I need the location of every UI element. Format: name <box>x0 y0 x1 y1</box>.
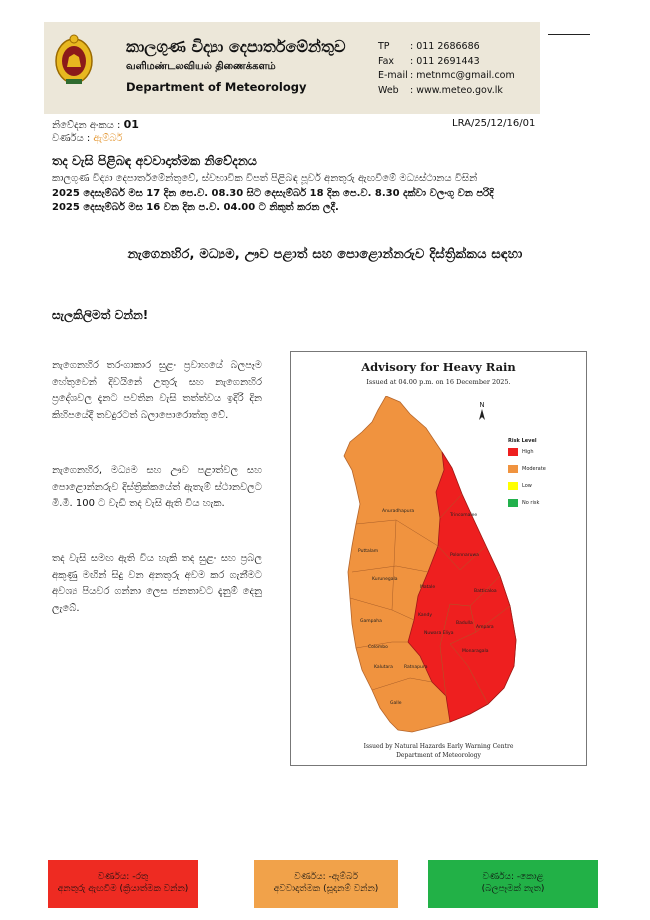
contact-tp: TP : 011 2686686 <box>378 41 480 52</box>
paragraph-1: නැගෙනහිර තරංගාකාර සුළං ප්‍රවාහයේ බලපෑම හේතුවෙන් දිවයිනේ උතුරු සහ නැගෙනහිර ප්‍රදේශවල දැනට පවතින වැසි තත්ත්වය ඉදිරි දින කිහිපයේදී තවදුරටත් බලාපොරොත්තු වේ. <box>52 360 262 421</box>
risk-legend <box>508 438 546 515</box>
header-divider <box>548 34 590 35</box>
district-label-kalutara: Kalutara <box>374 665 393 670</box>
district-label-galle: Galle <box>390 701 402 706</box>
district-label-matale: Matale <box>420 585 436 590</box>
legend-item-high: High <box>508 447 546 457</box>
level-box-green: වර්ණය: -කොළ (බලපෑමක් නැත) <box>428 860 598 908</box>
district-label-monaragala: Monaragala <box>462 649 489 654</box>
map-subtitle: Issued at 04.00 p.m. on 16 December 2025. <box>366 378 511 386</box>
caution-heading: සැලකිලිමත් වන්න! <box>52 308 149 322</box>
national-emblem-icon <box>54 33 94 87</box>
notice-number: නිවේදන අංකය : 01 <box>52 118 139 131</box>
contact-web: Web : www.meteo.gov.lk <box>378 84 503 96</box>
district-label-puttalam: Puttalam <box>358 549 379 554</box>
district-label-kurunegala: Kurunegala <box>372 577 398 582</box>
issued-statement: කාලගුණ විද්‍යා දෙපාර්තමේන්තුවේ, ස්වභාවික විපත් පිළිබඳ පූර්ව අනතුරු ඇඟවීමේ මධ්‍යස්ථානය විසින් 2025 දෙසැම්බර් මස 17 දින පෙ.ව. 08.30 සිට දෙසැම්බර් 18 දින පෙ.ව. 8.30 දක්වා වලංගු වන පරිදි 2025 දෙසැම්බර් මස 16 වන දින ප.ව. 04.00 ට නිකුත් කරන ලදී. <box>52 173 494 213</box>
district-label-kandy: Kandy <box>418 613 433 618</box>
notice-title: තද වැසි පිළිබඳ අවවාදාත්මක නිවේදනය <box>52 153 257 168</box>
notice-category: වර්ණය : ඇම්බර් <box>52 133 123 144</box>
paragraph-2: නැගෙනහිර, මධ්‍යම සහ ඌව පළාත්වල සහ පොළොන්නරුව දිස්ත්‍රික්කයේත් ඇතැම් ස්ථානවලට මි.මී. 100 ට වැඩි තද වැසි ඇති විය හැක. <box>52 465 262 509</box>
district-label-polonnaruwa: Polonnaruwa <box>450 553 479 558</box>
legend-item-no-risk: No risk <box>508 498 546 508</box>
legend-item-moderate: Moderate <box>508 464 546 474</box>
district-label-ampara: Ampara <box>476 625 494 630</box>
district-label-anuradhapura: Anuradhapura <box>382 509 415 514</box>
org-name-tamil: வளிமண்டலவியல் திணைக்களம் <box>126 61 276 72</box>
districts-heading: නැගෙනහිර, මධ්‍යම, ඌව පළාත් සහ පොළොන්නරුව දිස්ත්‍රික්කය සඳහා <box>127 247 523 262</box>
org-name-sinhala: කාලගුණ විද්‍යා දෙපාර්තමේන්තුව <box>126 37 346 56</box>
sri-lanka-risk-map <box>300 396 532 736</box>
district-label-ratnapura: Ratnapura <box>404 665 428 670</box>
org-name-english: Department of Meteorology <box>126 80 307 94</box>
level-box-red: වර්ණය: -රතු අනතුරු ඇඟවීම (ක්‍රියාත්මක වන්න) <box>48 860 198 908</box>
legend-item-low: Low <box>508 481 546 491</box>
district-label-colombo: Colombo <box>368 645 388 650</box>
district-label-trincomalee: Trincomalee <box>450 513 478 518</box>
legend-swatch-moderate <box>508 465 518 473</box>
legend-swatch-no-risk <box>508 499 518 507</box>
district-label-batticaloa: Batticaloa <box>474 589 497 594</box>
contact-fax: Fax : 011 2691443 <box>378 55 480 67</box>
contact-email: E-mail : metnmc@gmail.com <box>378 70 515 81</box>
north-label: N <box>479 401 485 409</box>
map-title: Advisory for Heavy Rain <box>361 360 516 374</box>
legend-swatch-high <box>508 448 518 456</box>
level-box-amber: වර්ණය: -ඇම්බර් අවවාදාත්මක (සූදානම් වන්න) <box>254 860 398 908</box>
paragraph-3: තද වැසි සමඟ ඇති විය හැකි තද සුළං සහ ප්‍රබල අකුණු මඟින් සිදු වන අනතුරු අවම කර ගැනීමට අවශ්‍ය පියවර ගන්නා ලෙස ජනතාවට දැනුම් දෙනු ලැබේ. <box>52 553 262 614</box>
reference-number: LRA/25/12/16/01 <box>452 118 536 129</box>
district-label-gampaha: Gampaha <box>360 619 382 624</box>
legend-swatch-low <box>508 482 518 490</box>
legend-title: Risk Level <box>508 438 537 444</box>
district-label-badulla: Badulla <box>456 621 473 626</box>
district-label-nuwara-eliya: Nuwara Eliya <box>424 631 454 636</box>
map-footer: Issued by Natural Hazards Early Warning Centre Department of Meteorology <box>363 743 514 759</box>
contact-block <box>378 40 515 98</box>
